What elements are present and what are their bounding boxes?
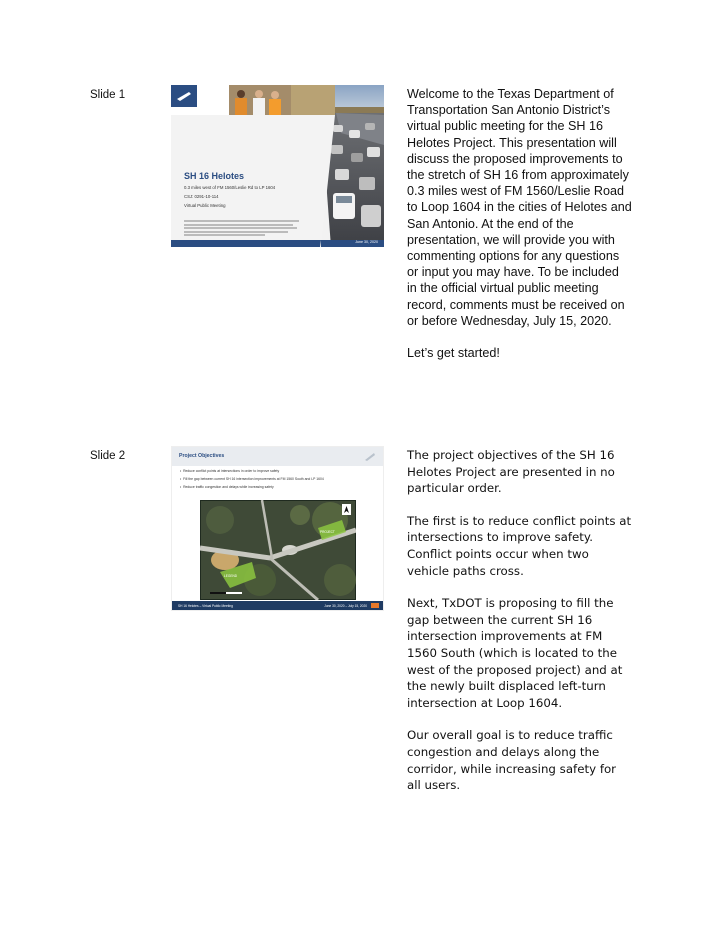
thumbnail-fine-print bbox=[184, 220, 299, 236]
notes-paragraph: Let’s get started! bbox=[407, 346, 500, 361]
slide-1-thumbnail[interactable] bbox=[171, 85, 384, 247]
svg-text:LEGEND: LEGEND bbox=[224, 574, 238, 578]
notes-paragraph: The first is to reduce conflict points at intersections to improve safety. Conflict points occur when two vehicle paths cross. bbox=[407, 513, 632, 578]
txdot-logo-icon bbox=[363, 450, 377, 462]
notes-paragraph: Next, TxDOT is proposing to fill the gap between the current SH 16 intersection improvements at FM 1560 South (which is located to the west of the proposed project) and at the newly built displaced left-turn intersection at Loop 1604. bbox=[407, 596, 623, 710]
thumbnail-bullet: • Fill the gap between current SH 16 intersection improvements at FM 1560 South and LP 1604 bbox=[180, 477, 324, 481]
project-area-map bbox=[200, 500, 356, 600]
thumbnail-bullet: • Reduce conflict points at intersections in order to improve safety bbox=[180, 469, 280, 473]
thumbnail-subtitle: 0.3 miles west of FM 1560/Leslie Rd to LP 1604 bbox=[184, 185, 276, 190]
notes-paragraph: Welcome to the Texas Department of Transportation San Antonio District’s virtual public meeting for the SH 16 Helotes Project. This presentation will discuss the proposed improvements to the stretch of SH 16 from approximately 0.3 miles west of FM 1560/Leslie Road to Loop 1604 in the cities of Helotes and San Antonio. At the end of the presentation, we will provide you with commenting options for any questions or input you may have. To be included in the official virtual public meeting record, comments must be received on or before Wednesday, July 15, 2020. bbox=[407, 87, 632, 328]
thumbnail-date: June 30, 2020 bbox=[355, 240, 378, 244]
thumbnail-footer-left: SH 16 Helotes – Virtual Public Meeting bbox=[178, 604, 233, 608]
notes-paragraph: Our overall goal is to reduce traffic congestion and delays along the corridor, while increasing safety for all users. bbox=[407, 728, 617, 793]
thumbnail-csj: CSJ: 0291-10-114 bbox=[184, 194, 219, 199]
thumbnail-title: SH 16 Helotes bbox=[184, 171, 245, 181]
thumbnail-bullet: • Reduce traffic congestion and delays while increasing safety bbox=[180, 485, 274, 489]
thumbnail-meeting: Virtual Public Meeting bbox=[184, 203, 226, 208]
svg-text:PROJECT: PROJECT bbox=[320, 530, 335, 534]
thumbnail-title: Project Objectives bbox=[179, 453, 225, 459]
slide-2-notes bbox=[407, 447, 632, 810]
page-number-badge bbox=[371, 603, 379, 608]
notes-paragraph: The project objectives of the SH 16 Helotes Project are presented in no particular order. bbox=[407, 448, 615, 496]
slide-2-label: Slide 2 bbox=[90, 450, 126, 462]
slide-1-label: Slide 1 bbox=[90, 89, 126, 101]
slide-2-thumbnail[interactable] bbox=[171, 446, 384, 611]
slide-1-notes bbox=[407, 86, 632, 377]
thumbnail-footer-right: June 30, 2020 – July 15, 2020 bbox=[324, 604, 367, 608]
